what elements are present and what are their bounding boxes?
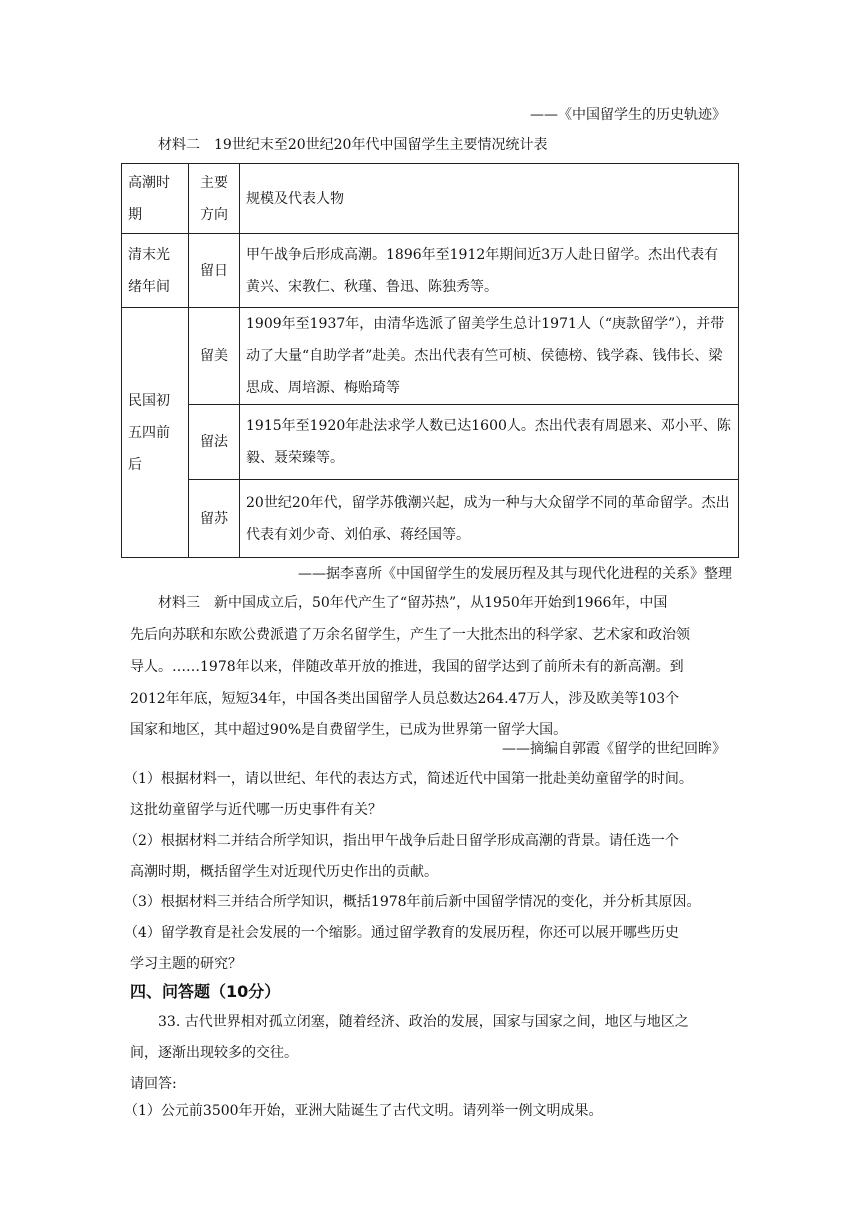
- question-line: （4）留学教育是社会发展的一个缩影。通过留学教育的发展历程，你还可以展开哪些历史: [124, 925, 679, 941]
- question-line: 这批幼童留学与近代哪一历史事件有关？: [130, 802, 382, 818]
- material3-line: 2012年年底，短短34年，中国各类出国留学人员总数达264.47万人，涉及欧美等103个: [130, 691, 680, 707]
- material3-line: 材料三 新中国成立后，50年代产生了“留苏热”，从1950年开始到1966年，中国: [158, 595, 668, 611]
- cell-period: 清末光绪年间: [122, 234, 189, 308]
- table-row: [122, 405, 739, 480]
- cell-direction: 留日: [189, 234, 240, 308]
- header-period: 高潮时期: [122, 164, 189, 234]
- material3-line: 先后向苏联和东欧公费派遣了万余名留学生，产生了一大批杰出的科学家、艺术家和政治领: [130, 627, 690, 643]
- q33-subquestion: （1）公元前3500年开始，亚洲大陆诞生了古代文明。请列举一例文明成果。: [124, 1103, 603, 1119]
- source-citation-1: ——《中国留学生的历史轨迹》: [530, 107, 726, 123]
- cell-content: 1915年至1920年赴法求学人数已达1600人。杰出代表有周恩来、邓小平、陈毅、聂荣臻等。: [240, 405, 739, 480]
- material2-title: 材料二 19世纪末至20世纪20年代中国留学生主要情况统计表: [158, 137, 548, 153]
- source-citation-3: ——摘编自郭霞《留学的世纪回眸》: [502, 741, 726, 757]
- header-content: 规模及代表人物: [240, 164, 739, 234]
- cell-content: 甲午战争后形成高潮。1896年至1912年期间近3万人赴日留学。杰出代表有黄兴、宋教仁、秋瑾、鲁迅、陈独秀等。: [240, 234, 739, 308]
- section-title: 四、问答题（10分）: [130, 982, 281, 1001]
- material3-line: 国家和地区，其中超过90%是自费留学生，已成为世界第一留学大国。: [130, 722, 568, 738]
- question-line: 高潮时期，概括留学生对近现代历史作出的贡献。: [130, 864, 438, 880]
- cell-direction: 留苏: [189, 480, 240, 558]
- question-line: （2）根据材料二并结合所学知识，指出甲午战争后赴日留学形成高潮的背景。请任选一个: [124, 833, 679, 849]
- q33-line: 间，逐渐出现较多的交往。: [130, 1045, 298, 1061]
- question-line: （1）根据材料一，请以世纪、年代的表达方式，简述近代中国第一批赴美幼童留学的时间。: [124, 771, 693, 787]
- question-line: （3）根据材料三并结合所学知识，概括1978年前后新中国留学情况的变化，并分析其原因。: [124, 894, 701, 910]
- cell-period: 民国初五四前后: [122, 308, 189, 558]
- cell-direction: 留法: [189, 405, 240, 480]
- source-citation-2: ——据李喜所《中国留学生的发展历程及其与现代化进程的关系》整理: [298, 566, 732, 582]
- q33-line: 33. 古代世界相对孤立闭塞，随着经济、政治的发展，国家与国家之间，地区与地区之: [158, 1014, 689, 1030]
- material3-line: 导人。……1978年以来，伴随改革开放的推进，我国的留学达到了前所未有的新高潮。到: [130, 659, 684, 675]
- header-direction: 主要方向: [189, 164, 240, 234]
- table-row: [122, 234, 739, 308]
- cell-content: 20世纪20年代，留学苏俄潮兴起，成为一种与大众留学不同的革命留学。杰出代表有刘少奇、刘伯承、蒋经国等。: [240, 480, 739, 558]
- please-answer-label: 请回答:: [130, 1076, 177, 1092]
- cell-content: 1909年至1937年，由清华选派了留美学生总计1971人（“庚款留学”），并带动了大量“自助学者”赴美。杰出代表有竺可桢、侯德榜、钱学森、钱伟长、梁思成、周培源、梅贻琦等: [240, 308, 739, 405]
- table-header-row: [122, 164, 739, 234]
- question-line: 学习主题的研究？: [130, 956, 242, 972]
- statistics-table: [121, 163, 739, 558]
- table-row: [122, 308, 739, 405]
- table-row: [122, 480, 739, 558]
- cell-direction: 留美: [189, 308, 240, 405]
